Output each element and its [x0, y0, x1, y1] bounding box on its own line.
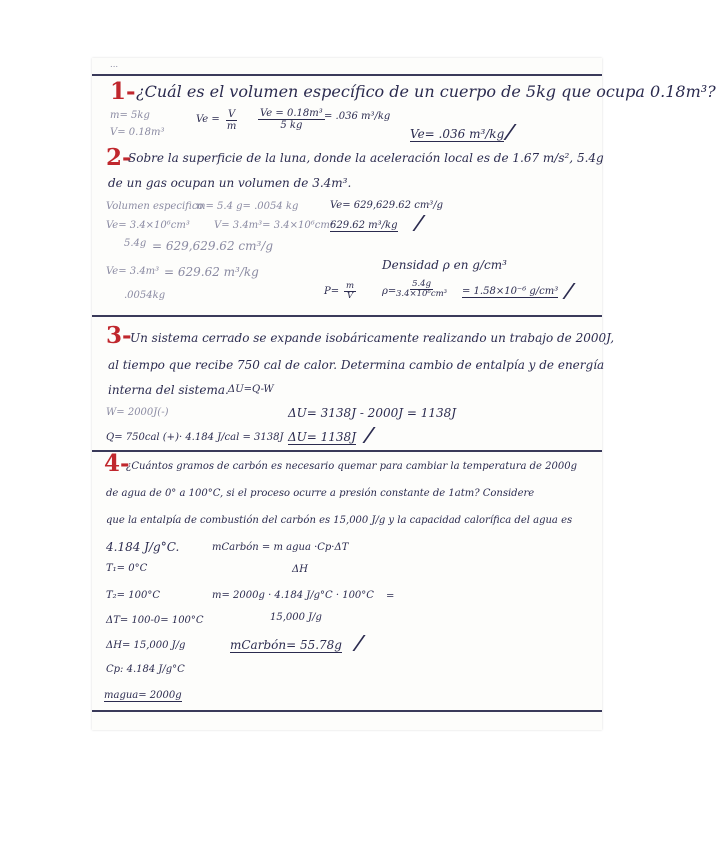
- problem-4-line2: de agua de 0° a 100°C, si el proceso ocurre a presión constante de 1atm? Considere: [106, 488, 535, 499]
- p2-mass: m= 5.4 g= .0054 kg: [196, 201, 299, 212]
- notebook-page: [92, 58, 716, 730]
- p2-rho-result: = 1.58×10⁻⁶ g/cm³: [462, 286, 559, 297]
- problem-1-statement: ¿Cuál es el volumen específico de un cuerpo de 5kg que ocupa 0.18m³?: [136, 82, 716, 101]
- p2-ve-left2-result: = 629.62 m³/kg: [164, 265, 259, 279]
- p2-ve-result-m3kg: 629.62 m³/kg: [330, 220, 398, 231]
- p4-answer: mCarbón= 55.78g: [230, 638, 342, 652]
- p2-rho-formula-fraction: [344, 282, 356, 302]
- p2-rho-calc-fraction: [396, 280, 447, 300]
- p4-formula: mCarbón = m agua ·Cp·ΔT: [212, 542, 349, 553]
- p2-rho-formula: P=: [324, 286, 340, 297]
- p1-volume: V= 0.18m³: [110, 127, 165, 138]
- p2-ve-left: Ve= 3.4×10⁶cm³: [106, 220, 190, 231]
- bottom-rule: [92, 710, 602, 712]
- p1-formula-num: V: [228, 109, 236, 120]
- p2-rho-calc-label: ρ=: [382, 286, 397, 297]
- p2-ve-result: Ve= 629,629.62 cm³/g: [330, 200, 444, 211]
- divider-2: [92, 450, 602, 452]
- p2-rho-calc-num: 5.4g: [412, 279, 432, 289]
- p1-mass: m= 5kg: [110, 110, 150, 121]
- problem-4-line1: ¿Cuántos gramos de carbón es necesario quemar para cambiar la temperatura de 2000g: [126, 461, 577, 472]
- problem-1-number: 1-: [110, 78, 136, 105]
- p4-t1: T₁= 0°C: [106, 563, 148, 574]
- p2-volume: V= 3.4m³= 3.4×10⁶cm³: [214, 220, 334, 231]
- p4-formula-den: ΔH: [292, 564, 308, 575]
- p1-formula-label: Ve =: [196, 114, 220, 125]
- problem-4-line3: que la entalpía de combustión del carbón es 15,000 J/g y la capacidad calorífica del agua es: [106, 515, 573, 526]
- p4-calc-den: 15,000 J/g: [270, 612, 322, 623]
- p2-ve-left2-den: .0054kg: [124, 290, 166, 301]
- p2-ve-left-den: 5.4g: [124, 238, 147, 249]
- top-rule: [92, 74, 602, 76]
- p1-formula-den: m: [226, 121, 237, 132]
- p2-ve-left-result: = 629,629.62 cm³/g: [152, 239, 274, 253]
- p1-calc-result: = .036 m³/kg: [324, 111, 391, 122]
- p3-formula: ΔU=Q-W: [228, 384, 274, 395]
- p4-cp: Cp: 4.184 J/g°C: [106, 664, 185, 675]
- divider-1: [92, 315, 602, 317]
- p2-ve-label: Volumen especifico: [106, 201, 204, 212]
- p1-formula-fraction: [226, 109, 237, 132]
- p4-delta-h: ΔH= 15,000 J/g: [106, 640, 186, 651]
- problem-4-line4: 4.184 J/g°C.: [106, 540, 180, 554]
- p2-rho-num: m: [346, 281, 355, 291]
- problem-2-line2: de un gas ocupan un volumen de 3.4m³.: [108, 176, 352, 190]
- p2-check-mark-1: [398, 215, 425, 231]
- header-scrawl: ...: [110, 60, 119, 70]
- p3-du-calc: ΔU= 3138J - 2000J = 1138J: [288, 406, 457, 420]
- p2-ve-left2: Ve= 3.4m³: [106, 266, 160, 277]
- p3-du-answer: ΔU= 1138J: [288, 430, 356, 444]
- problem-3-line1: Un sistema cerrado se expande isobáricamente realizando un trabajo de 2000J,: [130, 331, 615, 345]
- p1-calc-fraction: [258, 108, 325, 131]
- p2-rho-calc-den: 3.4×10⁶cm³: [396, 289, 448, 300]
- problem-3-line3: interna del sistema.: [108, 383, 229, 397]
- p4-check-mark: [338, 635, 365, 651]
- problem-2-line1: Sobre la superficie de la luna, donde la aceleración local es de 1.67 m/s², 5.4g: [128, 151, 604, 165]
- p2-rho-den: V: [346, 291, 354, 302]
- p4-calc-eq: =: [386, 591, 395, 602]
- problem-4-number: 4-: [104, 450, 130, 477]
- p4-calc-num: m= 2000g · 4.184 J/g°C · 100°C: [212, 590, 374, 601]
- p3-heat: Q= 750cal (+)· 4.184 J/cal = 3138J: [106, 432, 284, 443]
- p2-density-title: Densidad ρ en g/cm³: [382, 258, 507, 272]
- p1-calc-num: Ve = 0.18m³: [260, 108, 323, 119]
- p4-magua: magua= 2000g: [104, 690, 182, 701]
- problem-3-line2: al tiempo que recibe 750 cal de calor. Determina cambio de entalpía y de energía: [108, 358, 605, 372]
- p4-delta-t: ΔT= 100-0= 100°C: [106, 615, 204, 626]
- p1-calc-den: 5 kg: [280, 120, 303, 131]
- p4-t2: T₂= 100°C: [106, 590, 160, 601]
- problem-2-number: 2-: [106, 144, 132, 171]
- problem-3-number: 3-: [106, 322, 132, 349]
- p1-answer: Ve= .036 m³/kg: [410, 127, 505, 141]
- p3-work: W= 2000J(-): [106, 407, 169, 418]
